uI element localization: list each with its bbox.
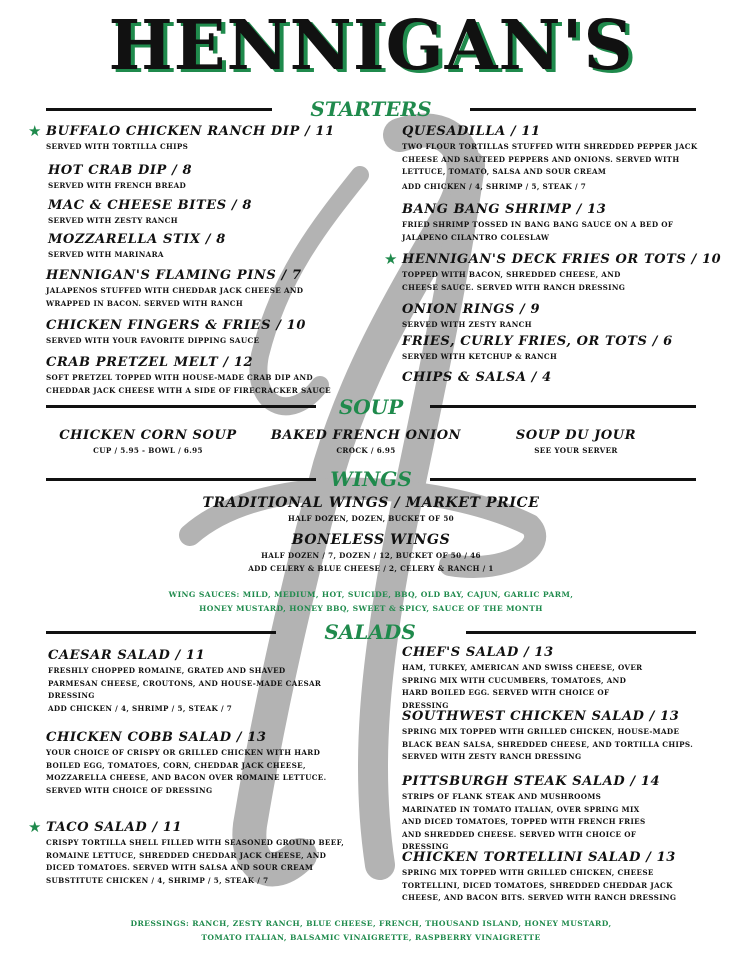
item-desc: SPRING MIX TOPPED WITH GRILLED CHICKEN, HOUSE-MADE BLACK BEAN SALSA, SHREDDED CHEESE, AND TORTILLA CHIPS. SERVED WITH ZESTY RANCH DRESSING: [402, 727, 694, 761]
item-desc: FRIED SHRIMP TOSSED IN BANG BANG SAUCE ON A BED OF JALAPENO CILANTRO COLESLAW: [402, 220, 674, 242]
soup-rule-left: [46, 405, 316, 408]
item-desc: SOFT PRETZEL TOPPED WITH HOUSE-MADE CRAB DIP AND CHEDDAR JACK CHEESE WITH A SIDE OF FIRECRACKER SAUCE: [46, 373, 331, 395]
menu-item: [402, 850, 712, 905]
restaurant-title: HENNIGAN'S: [108, 6, 634, 86]
wing-sauces-line: HONEY MUSTARD, HONEY BBQ, SWEET & SPICY, SAUCE OF THE MONTH: [199, 604, 543, 613]
salads-rule-right: [466, 631, 696, 634]
item-addons: SUBSTITUTE CHICKEN / 4, SHRIMP / 5, STEAK / 7: [46, 875, 269, 885]
item-desc: HALF DOZEN / 7, DOZEN / 12, BUCKET OF 50 / 46: [261, 551, 481, 560]
menu-item: [402, 709, 702, 764]
menu-item: [46, 730, 336, 797]
item-addons: ADD CHICKEN / 4, SHRIMP / 5, STEAK / 7: [48, 703, 233, 713]
item-name: BAKED FRENCH ONION: [270, 428, 462, 443]
item-desc: CUP / 5.95 - BOWL / 6.95: [93, 446, 203, 455]
item-name: BONELESS WINGS: [291, 532, 451, 548]
item-name: CHEF'S SALAD / 13: [402, 645, 554, 660]
salads-rule-left: [46, 631, 276, 634]
item-name: CHIPS & SALSA / 4: [402, 370, 552, 385]
starters-rule-left: [46, 108, 272, 111]
menu-item: [46, 318, 386, 348]
menu-item: [402, 774, 661, 854]
soup-item: [266, 428, 466, 458]
item-desc: SERVED WITH TORTILLA CHIPS: [46, 142, 189, 151]
item-name: QUESADILLA / 11: [402, 124, 541, 139]
item-name: CAESAR SALAD / 11: [48, 648, 206, 663]
featured-star-icon: ★: [28, 122, 42, 140]
menu-item: [48, 163, 388, 193]
soup-rule-right: [430, 405, 696, 408]
item-desc: TOPPED WITH BACON, SHREDDED CHEESE, AND CHEESE SAUCE. SERVED WITH RANCH DRESSING: [402, 270, 626, 292]
menu-item: [402, 124, 702, 193]
item-desc: SERVED WITH MARINARA: [48, 250, 164, 259]
item-name: MOZZARELLA STIX / 8: [48, 232, 226, 247]
dressings-line: TOMATO ITALIAN, BALSAMIC VINAIGRETTE, RASPBERRY VINAIGRETTE: [201, 933, 541, 942]
starters-heading: STARTERS: [310, 97, 432, 121]
item-desc: TWO FLOUR TORTILLAS STUFFED WITH SHREDDED PEPPER JACK CHEESE AND SAUTEED PEPPERS AND ONIONS. SERVED WITH LETTUCE, TOMATO, SALSA AND SOUR CREAM: [402, 142, 698, 176]
menu-item: [402, 645, 652, 712]
item-name: HOT CRAB DIP / 8: [48, 163, 193, 178]
item-name: FRIES, CURLY FRIES, OR TOTS / 6: [402, 334, 673, 349]
item-desc: SEE YOUR SERVER: [534, 446, 618, 455]
item-name: CHICKEN TORTELLINI SALAD / 13: [402, 850, 676, 865]
menu-item: [46, 124, 386, 154]
item-name: ONION RINGS / 9: [402, 302, 541, 317]
item-name: BANG BANG SHRIMP / 13: [402, 202, 607, 217]
item-desc: SERVED WITH FRENCH BREAD: [48, 181, 187, 190]
item-name: CHICKEN CORN SOUP: [59, 428, 237, 443]
wing-sauces-line: WING SAUCES: MILD, MEDIUM, HOT, SUICIDE, BBQ, OLD BAY, CAJUN, GARLIC PARM,: [168, 590, 574, 599]
item-name: HENNIGAN'S DECK FRIES OR TOTS / 10: [402, 252, 722, 267]
soup-heading: SOUP: [338, 395, 404, 419]
menu-item: [402, 302, 702, 332]
item-desc: SERVED WITH YOUR FAVORITE DIPPING SAUCE: [46, 336, 260, 345]
item-name: PITTSBURGH STEAK SALAD / 14: [402, 774, 661, 789]
menu-item: [46, 820, 346, 887]
featured-star-icon: ★: [384, 250, 398, 268]
menu-item: [48, 198, 388, 228]
item-addons: ADD CELERY & BLUE CHEESE / 2, CELERY & RANCH / 1: [248, 563, 494, 573]
item-desc: CROCK / 6.95: [336, 446, 396, 455]
menu-item: [402, 370, 702, 385]
menu-item: [402, 202, 702, 244]
item-desc: SPRING MIX TOPPED WITH GRILLED CHICKEN, CHEESE TORTELLINI, DICED TOMATOES, SHREDDED CHEDDAR JACK CHEESE, AND BACON BITS. SERVED WITH RANCH DRESSING: [402, 868, 677, 902]
soup-item: [48, 428, 248, 458]
dressings-line: DRESSINGS: RANCH, ZESTY RANCH, BLUE CHEESE, FRENCH, THOUSAND ISLAND, HONEY MUSTARD,: [130, 919, 612, 928]
item-desc: SERVED WITH ZESTY RANCH: [48, 216, 178, 225]
menu-item: [402, 252, 722, 294]
wings-rule-left: [46, 478, 316, 481]
item-name: CRAB PRETZEL MELT / 12: [46, 355, 254, 370]
soup-item: [476, 428, 676, 458]
featured-star-icon: ★: [28, 818, 42, 836]
wings-item: [121, 532, 621, 575]
item-addons: ADD CHICKEN / 4, SHRIMP / 5, STEAK / 7: [402, 181, 587, 191]
wings-heading: WINGS: [330, 467, 412, 491]
menu-item: [48, 232, 388, 262]
wings-rule-right: [430, 478, 696, 481]
menu-item: [46, 355, 336, 397]
item-desc: JALAPENOS STUFFED WITH CHEDDAR JACK CHEESE AND WRAPPED IN BACON. SERVED WITH RANCH: [46, 286, 304, 308]
menu-item: [48, 648, 338, 715]
item-name: TACO SALAD / 11: [46, 820, 183, 835]
item-desc: STRIPS OF FLANK STEAK AND MUSHROOMS MARINATED IN TOMATO ITALIAN, OVER SPRING MIX AND DICED TOMATOES, TOPPED WITH FRENCH FRIES AND SHREDDED CHEESE. SERVED WITH CHOICE OF DRESSING: [402, 792, 646, 851]
item-name: SOUP DU JOUR: [515, 428, 637, 443]
menu-item: [402, 334, 702, 364]
salads-heading: SALADS: [324, 620, 416, 644]
item-desc: CRISPY TORTILLA SHELL FILLED WITH SEASONED GROUND BEEF, ROMAINE LETTUCE, SHREDDED CHEDDAR JACK CHEESE, AND DICED TOMATOES. SERVED WITH SALSA AND SOUR CREAM: [46, 838, 345, 872]
item-name: MAC & CHEESE BITES / 8: [48, 198, 252, 213]
starters-rule-right: [470, 108, 696, 111]
item-desc: FRESHLY CHOPPED ROMAINE, GRATED AND SHAVED PARMESAN CHEESE, CROUTONS, AND HOUSE-MADE CAESAR DRESSING: [48, 666, 322, 700]
item-name: TRADITIONAL WINGS / MARKET PRICE: [202, 495, 540, 511]
item-name: CHICKEN FINGERS & FRIES / 10: [46, 318, 306, 333]
item-name: HENNIGAN'S FLAMING PINS / 7: [46, 268, 302, 283]
item-name: CHICKEN COBB SALAD / 13: [46, 730, 267, 745]
wings-item: [121, 495, 621, 526]
menu-item: [46, 268, 306, 310]
item-desc: HALF DOZEN, DOZEN, BUCKET OF 50: [287, 514, 455, 523]
item-desc: HAM, TURKEY, AMERICAN AND SWISS CHEESE, OVER SPRING MIX WITH CUCUMBERS, TOMATOES, AND HARD BOILED EGG. SERVED WITH CHOICE OF DRESSING: [402, 663, 643, 710]
item-desc: SERVED WITH KETCHUP & RANCH: [402, 352, 558, 361]
item-desc: SERVED WITH ZESTY RANCH: [402, 320, 532, 329]
item-desc: YOUR CHOICE OF CRISPY OR GRILLED CHICKEN WITH HARD BOILED EGG, TOMATOES, CORN, CHEDDAR JACK CHEESE, MOZZARELLA CHEESE, AND BACON OVER ROMAINE LETTUCE. SERVED WITH CHOICE OF DRESSING: [46, 748, 327, 795]
item-name: SOUTHWEST CHICKEN SALAD / 13: [402, 709, 680, 724]
item-name: BUFFALO CHICKEN RANCH DIP / 11: [46, 124, 335, 139]
